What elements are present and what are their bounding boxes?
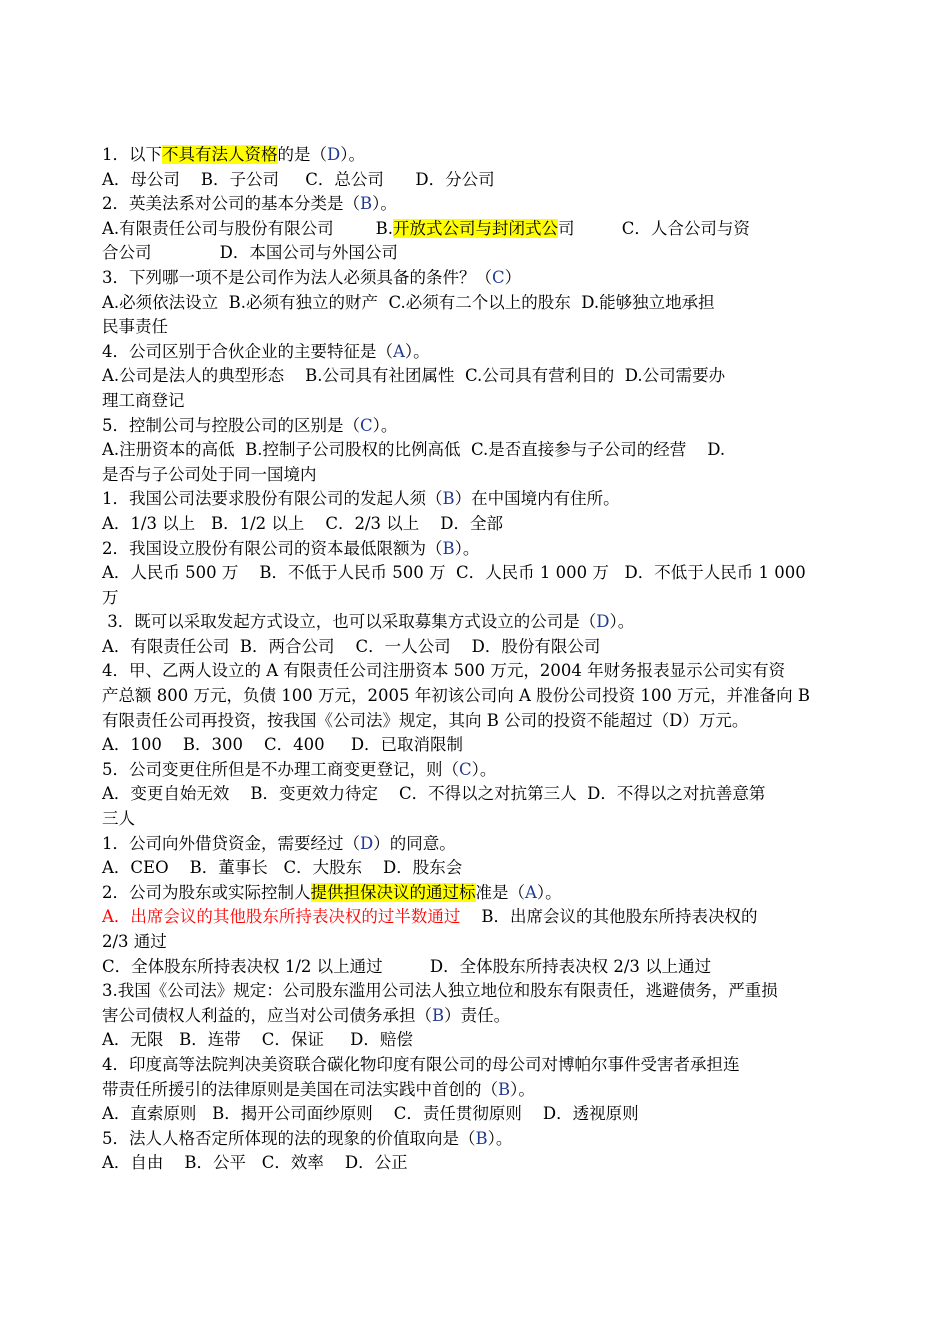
- text-segment: ）。: [454, 538, 480, 558]
- answer-letter: B: [432, 1005, 445, 1025]
- text-segment: 3.我国《公司法》规定：公司股东滥用公司法人独立地位和股东有限责任，逃避债务，严重损: [102, 981, 778, 1001]
- text-line: [102, 979, 852, 1004]
- text-segment: A．无限 B．连带 C．保证 D．赔偿: [102, 1030, 413, 1050]
- text-segment: 合公司 D．本国公司与外国公司: [102, 243, 398, 263]
- text-line: [102, 438, 852, 463]
- text-line: [102, 733, 852, 758]
- text-segment: A.有限责任公司与股份有限公司 B.: [102, 218, 393, 238]
- text-segment: ）。: [404, 341, 430, 361]
- text-segment: 5．法人人格否定所体现的法的现象的价值取向是（: [102, 1128, 476, 1148]
- text-line: [102, 561, 852, 586]
- answer-letter: A: [525, 882, 537, 902]
- text-segment: ）。: [510, 1079, 535, 1099]
- text-line: [102, 684, 852, 709]
- text-segment: ）。: [536, 882, 562, 902]
- text-line: [102, 487, 852, 512]
- text-segment: 害公司债权人利益的，应当对公司债务承担（: [102, 1005, 432, 1025]
- text-line: [102, 266, 852, 291]
- text-segment: 司 C．人合公司与资: [558, 218, 750, 238]
- text-segment: 4．公司区别于合伙企业的主要特征是（: [102, 341, 393, 361]
- highlighted-text: 开放式公司与封闭式公: [393, 218, 558, 238]
- text-segment: ）。: [372, 194, 397, 214]
- text-line: [102, 807, 852, 832]
- text-segment: 3．既可以采取发起方式设立，也可以采取募集方式设立的公司是（: [102, 612, 597, 632]
- text-segment: ）。: [372, 415, 398, 435]
- highlighted-text: 不具有法人资格: [162, 145, 278, 164]
- answer-letter: D: [596, 612, 610, 632]
- text-segment: 5．控制公司与控股公司的区别是（: [102, 415, 360, 435]
- text-segment: A．母公司 B．子公司 C．总公司 D．分公司: [102, 169, 495, 189]
- text-segment: 万: [102, 587, 119, 607]
- text-line: [102, 709, 852, 734]
- text-segment: A.必须依法设立 B.必须有独立的财产 C.必须有二个以上的股东 D.能够独立地承担: [102, 292, 715, 312]
- answer-letter: B: [498, 1079, 511, 1099]
- text-segment: 2．公司为股东或实际控制人: [102, 882, 311, 902]
- text-segment: 3．下列哪一项不是公司作为法人必须具备的条件？（: [102, 267, 492, 287]
- text-line: [102, 930, 852, 955]
- text-line: [102, 168, 852, 193]
- text-segment: A．直索原则 B．揭开公司面纱原则 C．责任贯彻原则 D．透视原则: [102, 1104, 639, 1124]
- text-line: [102, 1053, 852, 1078]
- text-line: [102, 610, 852, 635]
- text-segment: A．CEO B．董事长 C．大股东 D．股东会: [102, 858, 463, 878]
- text-segment: 是否与子公司处于同一国境内: [102, 464, 317, 484]
- answer-letter: B: [360, 194, 373, 214]
- text-line: [102, 143, 852, 168]
- text-line: [102, 537, 852, 562]
- text-segment: A．人民币 500 万 B．不低于人民币 500 万 C．人民币 1 000 万 D．不低于人民币 1 000: [102, 563, 806, 583]
- text-line: [102, 414, 852, 439]
- text-line: [102, 340, 852, 365]
- text-segment: A．有限责任公司 B．两合公司 C．一人公司 D．股份有限公司: [102, 636, 601, 656]
- text-segment: ）。: [340, 145, 365, 164]
- text-segment: A.注册资本的高低 B.控制子公司股权的比例高低 C.是否直接参与子公司的经营 D.: [102, 440, 726, 460]
- text-line: [102, 1102, 852, 1127]
- text-line: [102, 635, 852, 660]
- text-line: [102, 832, 852, 857]
- answer-letter: A: [393, 341, 405, 361]
- text-line: [102, 758, 852, 783]
- text-line: [102, 1127, 852, 1152]
- text-line: [102, 881, 852, 906]
- answer-letter: C: [459, 759, 472, 779]
- text-segment: 带责任所援引的法律原则是美国在司法实践中首创的（: [102, 1079, 498, 1099]
- text-segment: A．100 B．300 C．400 D．已取消限制: [102, 735, 464, 755]
- text-line: [102, 463, 852, 488]
- text-segment: A．1/3 以上 B．1/2 以上 C．2/3 以上 D．全部: [102, 513, 503, 533]
- highlighted-text: 提供担保决议的通过标: [310, 882, 476, 902]
- text-line: [102, 512, 852, 537]
- text-segment: 4．印度高等法院判决美资联合碳化物印度有限公司的母公司对博帕尔事件受害者承担连: [102, 1054, 740, 1074]
- text-line: [102, 241, 852, 266]
- text-segment: ）。: [471, 759, 497, 779]
- text-segment: 1．以下: [102, 145, 162, 164]
- document-page: [102, 143, 852, 1176]
- answer-letter: D: [360, 833, 374, 853]
- text-line: [102, 291, 852, 316]
- text-segment: 2．英美法系对公司的基本分类是（: [102, 194, 360, 214]
- text-line: [102, 856, 852, 881]
- text-segment: 1．公司向外借贷资金，需要经过（: [102, 833, 360, 853]
- text-line: [102, 659, 852, 684]
- answer-letter: D: [327, 145, 341, 164]
- text-segment: 产总额 800 万元，负债 100 万元，2005 年初该公司向 A 股份公司投资 100 万元，并准备向 B: [102, 686, 810, 706]
- answer-letter: C: [360, 415, 373, 435]
- text-segment: 准是（: [475, 882, 525, 902]
- answer-letter: C: [492, 267, 505, 287]
- text-line: [102, 905, 852, 930]
- text-segment: 5．公司变更住所但是不办理工商变更登记，则（: [102, 759, 459, 779]
- text-segment: 的是（: [277, 145, 327, 164]
- answer-letter: B: [442, 538, 455, 558]
- text-line: [102, 192, 852, 217]
- text-line: [102, 782, 852, 807]
- text-segment: C．全体股东所持表决权 1/2 以上通过 D．全体股东所持表决权 2/3 以上通过: [102, 956, 712, 976]
- text-line: [102, 364, 852, 389]
- answer-letter: B: [475, 1128, 488, 1148]
- text-line: [102, 1004, 852, 1029]
- text-line: [102, 1151, 852, 1176]
- text-line: [102, 586, 852, 611]
- text-segment: B．出席会议的其他股东所持表决权的: [460, 907, 758, 927]
- text-segment: 4．甲、乙两人设立的 A 有限责任公司注册资本 500 万元，2004 年财务报表显示公司实有资: [102, 661, 786, 681]
- text-segment: A．自由 B．公平 C．效率 D．公正: [102, 1153, 408, 1173]
- text-line: [102, 1028, 852, 1053]
- text-segment: 2/3 通过: [102, 932, 167, 951]
- text-segment: ）的同意。: [373, 833, 456, 853]
- text-segment: ）在中国境内有住所。: [454, 489, 620, 509]
- text-segment: 理工商登记: [102, 390, 185, 410]
- text-line: [102, 315, 852, 340]
- text-line: [102, 955, 852, 980]
- text-segment: 2．我国设立股份有限公司的资本最低限额为（: [102, 538, 443, 558]
- text-segment: 民事责任: [102, 317, 168, 337]
- text-segment: ）。: [487, 1128, 513, 1148]
- text-line: [102, 389, 852, 414]
- text-segment: ）责任。: [444, 1005, 511, 1025]
- text-line: [102, 1078, 852, 1103]
- text-segment: 1．我国公司法要求股份有限公司的发起人须（: [102, 489, 443, 509]
- answer-letter: B: [442, 489, 455, 509]
- text-segment: ）: [504, 267, 522, 287]
- text-segment: 三人: [102, 809, 135, 829]
- text-segment: ）。: [609, 612, 635, 632]
- text-segment: A．变更自始无效 B．变更效力待定 C．不得以之对抗第三人 D．不得以之对抗善意第: [102, 784, 766, 804]
- red-text: A．出席会议的其他股东所持表决权的过半数通过: [102, 907, 461, 927]
- text-line: [102, 217, 852, 242]
- text-segment: A.公司是法人的典型形态 B.公司具有社团属性 C.公司具有营利目的 D.公司需要办: [102, 366, 726, 386]
- text-segment: 有限责任公司再投资，按我国《公司法》规定，其向 B 公司的投资不能超过（D）万元。: [102, 710, 749, 730]
